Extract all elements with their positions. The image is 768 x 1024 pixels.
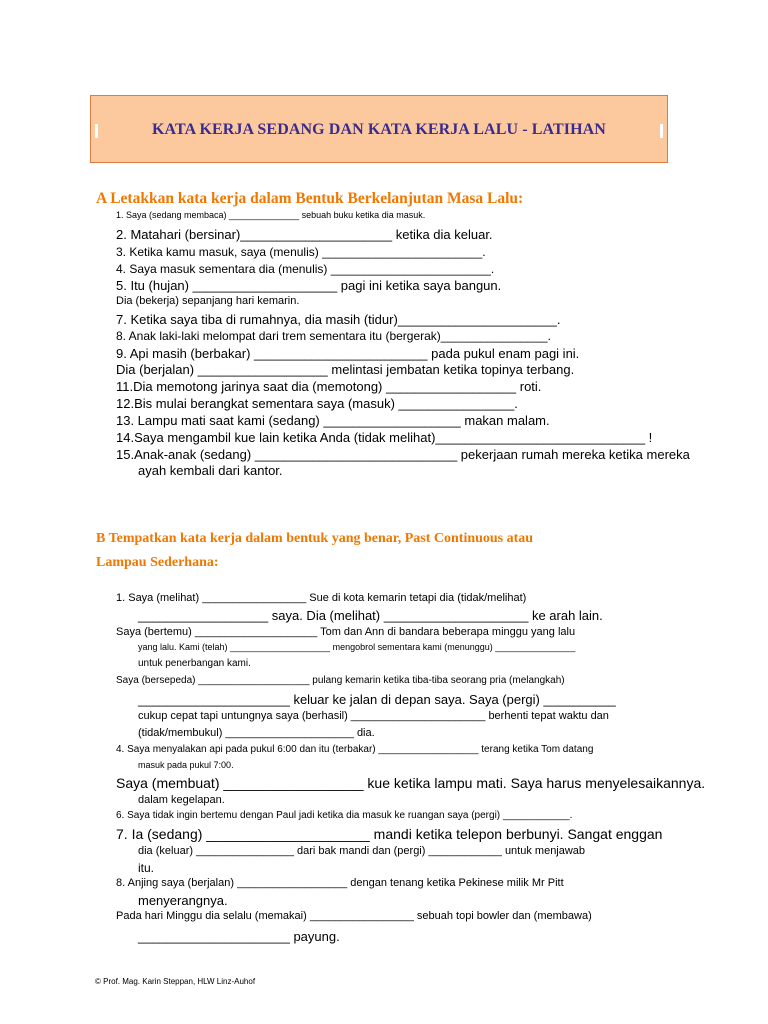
exercise-a-line: 8. Anak laki-laki melompat dari trem sementara itu (bergerak)________________. (116, 329, 551, 343)
exercise-b-line: _____________________ payung. (138, 929, 340, 944)
copyright-footer: © Prof. Mag. Karin Steppan, HLW Linz-Auhof (95, 977, 256, 986)
exercise-b-line: itu. (138, 861, 155, 875)
exercise-b-line: Saya (membuat) __________________ kue ketika lampu mati. Saya harus menyelesaikannya. (116, 775, 706, 791)
exercise-b-line: 8. Anjing saya (berjalan) __________________ dengan tenang ketika Pekinese milik Mr Pitt (116, 877, 564, 889)
exercise-b-line: masuk pada pukul 7:00. (138, 760, 234, 770)
exercise-b-line: 1. Saya (melihat) _________________ Sue di kota kemarin tetapi dia (tidak/melihat) (116, 592, 527, 604)
exercise-a-line: 13. Lampu mati saat kami (sedang) ___________________ makan malam. (116, 413, 550, 428)
exercise-b-line: untuk penerbangan kami. (138, 658, 251, 669)
exercise-a-line: Dia (bekerja) sepanjang hari kemarin. (116, 295, 300, 307)
exercise-a-line: 1. Saya (sedang membaca) ______________ sebuah buku ketika dia masuk. (116, 210, 426, 220)
exercise-a-line: 7. Ketika saya tiba di rumahnya, dia masih (tidur)______________________. (116, 312, 561, 327)
exercise-b-line: _____________________ keluar ke jalan di depan saya. Saya (pergi) __________ (138, 692, 616, 707)
exercise-b-line: (tidak/membukul) _____________________ dia. (138, 727, 375, 739)
exercise-b-line: 6. Saya tidak ingin bertemu dengan Paul jadi ketika dia masuk ke ruangan saya (pergi) ____________. (116, 810, 573, 821)
exercise-a-line: 5. Itu (hujan) ____________________ pagi ini ketika saya bangun. (116, 278, 502, 293)
exercise-a-line: 4. Saya masuk sementara dia (menulis) ________________________. (116, 262, 495, 276)
page-title: KATA KERJA SEDANG DAN KATA KERJA LALU - LATIHAN (152, 121, 606, 138)
exercise-b-line: menyerangnya. (138, 893, 228, 908)
exercise-b-line: 7. Ia (sedang) _____________________ mandi ketika telepon berbunyi. Sangat enggan (116, 826, 663, 842)
exercise-b-line: Pada hari Minggu dia selalu (memakai) _________________ sebuah topi bowler dan (membawa) (116, 910, 592, 922)
title-box (90, 95, 668, 163)
section-b-heading: B Tempatkan kata kerja dalam bentuk yang benar, Past Continuous atau (96, 531, 534, 546)
section-b-heading-cont: Lampau Sederhana: (96, 555, 219, 570)
exercise-b-line: dalam kegelapan. (138, 794, 225, 806)
exercise-b-line: Saya (bertemu) ____________________ Tom dan Ann di bandara beberapa minggu yang lalu (116, 626, 576, 638)
exercise-a-line: 3. Ketika kamu masuk, saya (menulis) ________________________. (116, 245, 486, 259)
exercise-a-line: 2. Matahari (bersinar)_____________________ ketika dia keluar. (116, 227, 493, 242)
exercise-a-line: 14.Saya mengambil kue lain ketika Anda (tidak melihat)_____________________________ ! (116, 430, 653, 445)
exercise-a-line: 9. Api masih (berbakar) ________________________ pada pukul enam pagi ini. (116, 346, 580, 361)
exercise-b-line: Saya (bersepeda) ____________________ pulang kemarin ketika tiba-tiba seorang pria (melangkah) (116, 675, 565, 686)
exercise-a-line: 12.Bis mulai berangkat sementara saya (masuk) ________________. (116, 396, 518, 411)
section-a-heading: A Letakkan kata kerja dalam Bentuk Berkelanjutan Masa Lalu: (96, 190, 524, 207)
exercise-b-line: __________________ saya. Dia (melihat) ____________________ ke arah lain. (138, 608, 603, 623)
exercise-b-line: dia (keluar) ________________ dari bak mandi dan (pergi) ____________ untuk menjawab (138, 845, 586, 857)
exercise-a-line: Dia (berjalan) __________________ melintasi jembatan ketika topinya terbang. (116, 362, 575, 377)
exercise-a-line: ayah kembali dari kantor. (138, 463, 283, 478)
exercise-b-line: yang lalu. Kami (telah) ____________________ mengobrol sementara kami (menunggu) ________________ (138, 642, 576, 652)
exercise-a-line: 15.Anak-anak (sedang) ____________________________ pekerjaan rumah mereka ketika mereka (116, 447, 690, 462)
exercise-b-line: cukup cepat tapi untungnya saya (berhasil) ______________________ berhenti tepat waktu dan (138, 710, 609, 722)
exercise-a-line: 11.Dia memotong jarinya saat dia (memotong) __________________ roti. (116, 379, 542, 394)
exercise-b-line: 4. Saya menyalakan api pada pukul 6:00 dan itu (terbakar) __________________ terang ketika Tom datang (116, 744, 594, 755)
